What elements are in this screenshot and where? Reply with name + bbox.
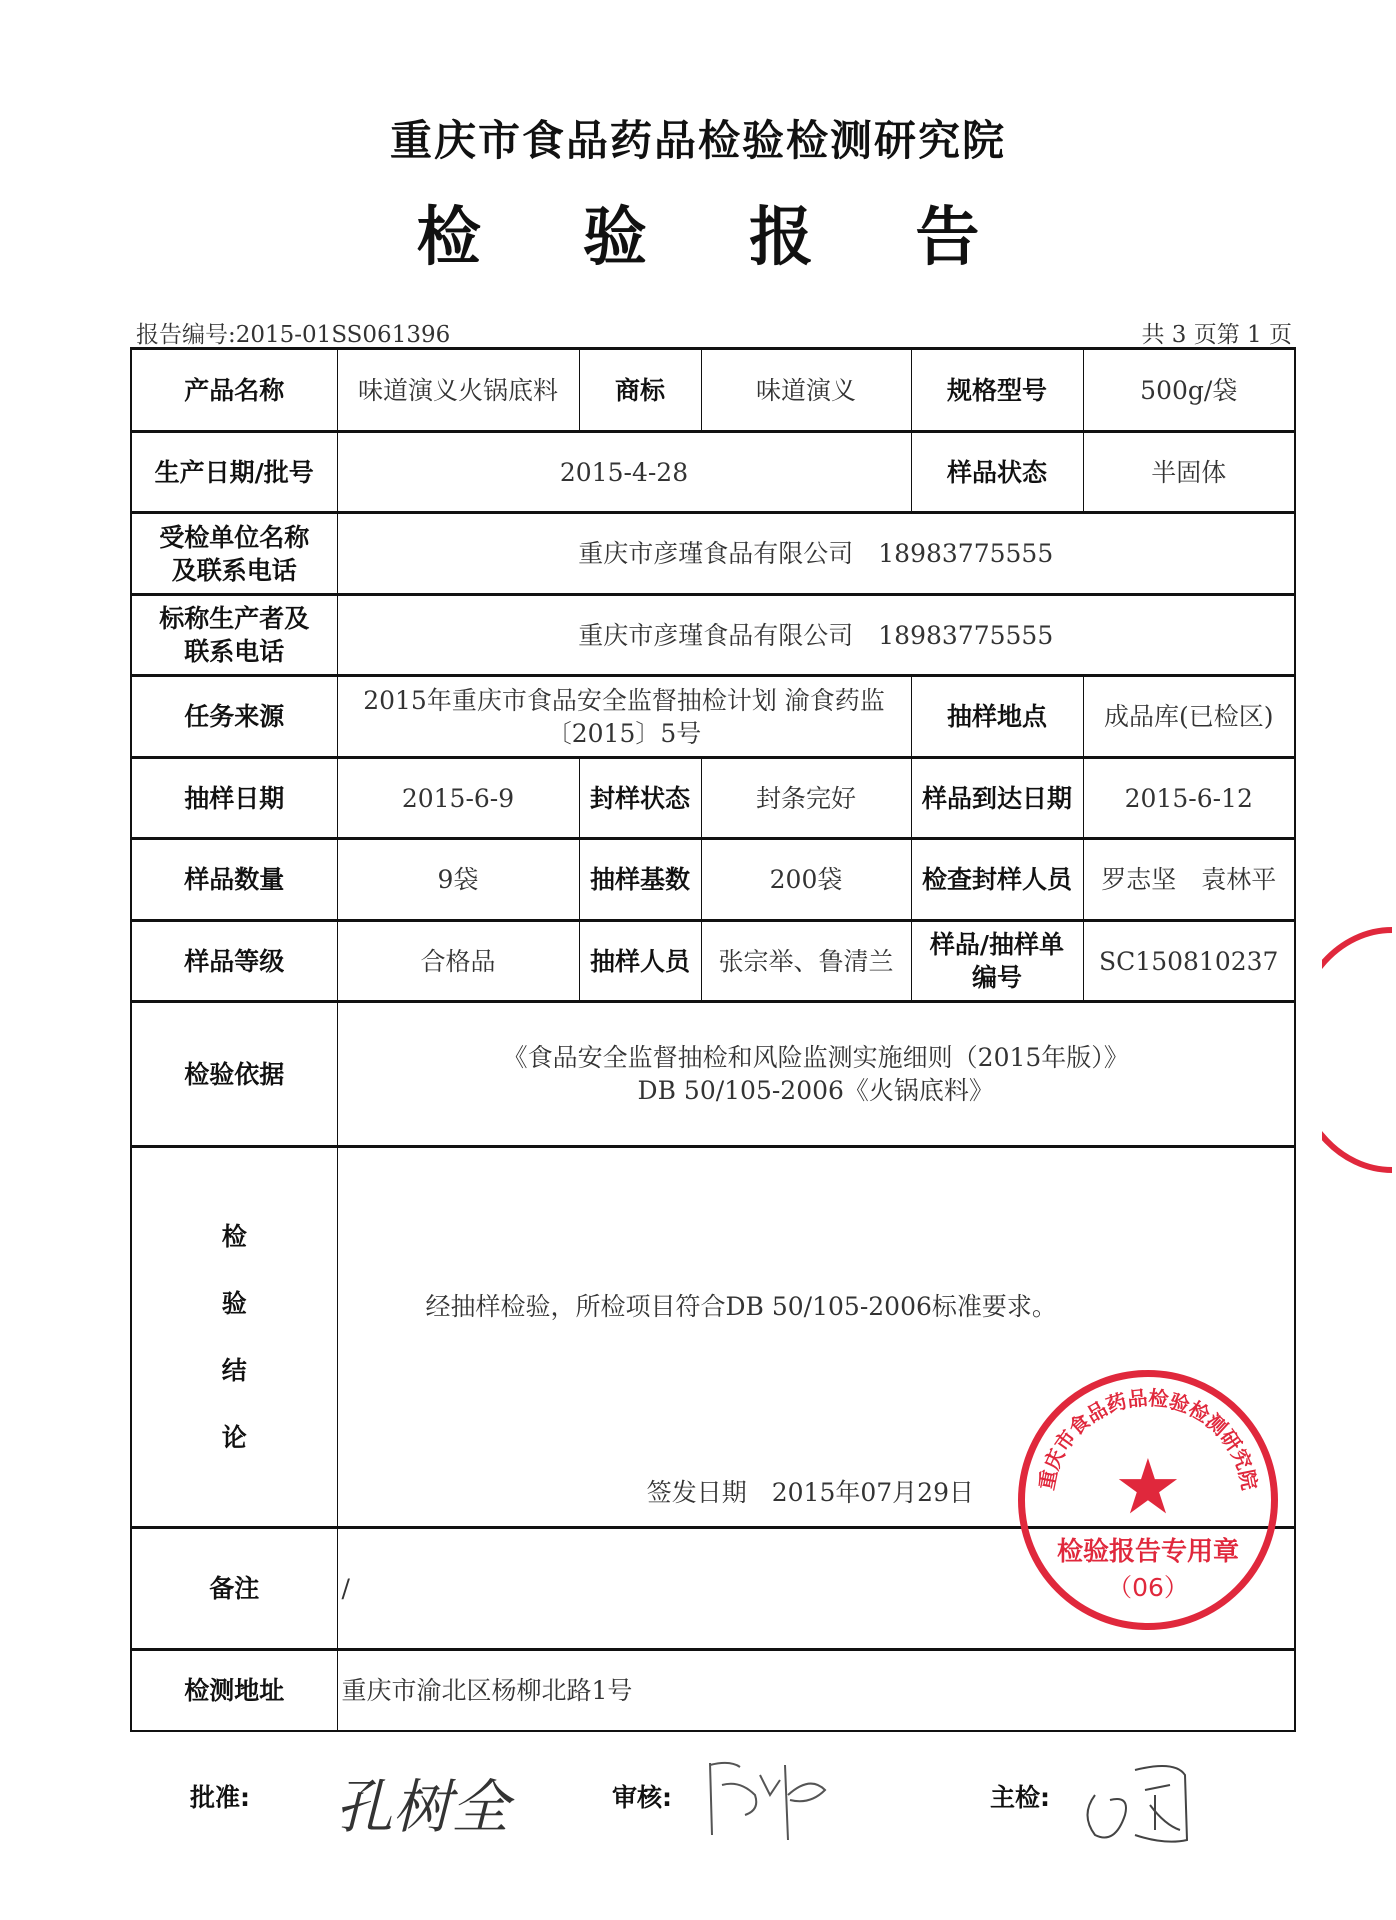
conclusion-char: 结 [221,1356,247,1385]
label-arrival-date: 样品到达日期 [911,758,1083,839]
label-producer: 标称生产者及联系电话 [131,595,337,676]
value-conclusion: 经抽样检验，所检项目符合DB 50/105-2006标准要求。 [425,1292,1057,1321]
table-row [131,1002,1295,1147]
value-sampling-base: 200袋 [701,839,911,921]
stamp-line-2: （06） [1107,1573,1189,1602]
value-arrival-date: 2015-6-12 [1083,758,1295,839]
label-quantity: 样品数量 [131,839,337,921]
table-row [131,1650,1295,1731]
table-row [131,676,1295,758]
label-sheet-number: 样品/抽样单编号 [911,921,1083,1002]
value-address: 重庆市渝北区杨柳北路1号 [337,1650,1295,1731]
label-sampling-base: 抽样基数 [579,839,701,921]
label-brand: 商标 [579,349,701,432]
label-product-name: 产品名称 [131,349,337,432]
label-samplers: 抽样人员 [579,921,701,1002]
value-remarks: / [337,1528,1295,1650]
report-number: 报告编号:2015-01SS061396 [136,322,451,348]
table-row [131,921,1295,1002]
chief-label: 主检: [990,1783,1050,1812]
chief-signature [1075,1755,1195,1850]
value-seal-state: 封条完好 [701,758,911,839]
svg-text:重庆市食品药品检验检测研究院: 重庆市食品药品检验检测研究院 [1034,1385,1262,1492]
value-inspected-unit: 重庆市彦瑾食品有限公司 18983775555 [337,513,1295,595]
review-signature [700,1755,840,1845]
value-grade: 合格品 [337,921,579,1002]
label-seal-state: 封样状态 [579,758,701,839]
conclusion-char: 检 [221,1222,247,1251]
value-producer: 重庆市彦瑾食品有限公司 18983775555 [337,595,1295,676]
value-spec: 500g/袋 [1083,349,1295,432]
label-remarks: 备注 [131,1528,337,1650]
issue-date: 签发日期 2015年07月29日 [646,1478,974,1507]
official-stamp [1018,1370,1278,1630]
label-sample-state: 样品状态 [911,432,1083,513]
value-production-date: 2015-4-28 [337,432,911,513]
label-basis: 检验依据 [131,1002,337,1147]
stamp-line-1: 检验报告专用章 [1056,1537,1239,1567]
label-seal-checker: 检查封样人员 [911,839,1083,921]
label-sampling-place: 抽样地点 [911,676,1083,758]
table-row [131,513,1295,595]
table-row [131,432,1295,513]
label-sampling-date: 抽样日期 [131,758,337,839]
value-samplers: 张宗举、鲁清兰 [701,921,911,1002]
value-sample-state: 半固体 [1083,432,1295,513]
basis-line-1: 《食品安全监督抽检和风险监测实施细则（2015年版）》 [502,1043,1129,1072]
page-count: 共 3 页第 1 页 [1141,322,1292,348]
value-basis [337,1002,1295,1147]
partial-stamp [1322,925,1394,1175]
value-sampling-date: 2015-6-9 [337,758,579,839]
value-sheet-number: SC150810237 [1083,921,1295,1002]
document-title: 检 验 报 告 [416,201,1020,275]
table-row [131,758,1295,839]
value-product-name: 味道演义火锅底料 [337,349,579,432]
conclusion-char: 验 [221,1289,247,1318]
value-sampling-place: 成品库(已检区) [1083,676,1295,758]
review-label: 审核: [612,1783,672,1812]
label-task-source: 任务来源 [131,676,337,758]
value-quantity: 9袋 [337,839,579,921]
label-spec: 规格型号 [911,349,1083,432]
table-row [131,839,1295,921]
basis-line-2: DB 50/105-2006《火锅底料》 [637,1076,994,1105]
table-row [131,349,1295,432]
label-inspected-unit: 受检单位名称及联系电话 [131,513,337,595]
approve-label: 批准: [190,1783,250,1812]
value-brand: 味道演义 [701,349,911,432]
label-address: 检测地址 [131,1650,337,1731]
label-conclusion [131,1147,337,1528]
approve-signature: 孔树全 [335,1773,510,1841]
label-grade: 样品等级 [131,921,337,1002]
conclusion-char: 论 [221,1423,247,1452]
label-production-date: 生产日期/批号 [131,432,337,513]
table-row [131,595,1295,676]
institute-name: 重庆市食品药品检验检测研究院 [389,116,1006,165]
star-icon: ★ [1113,1442,1183,1531]
value-seal-checker: 罗志坚 袁林平 [1083,839,1295,921]
value-task-source: 2015年重庆市食品安全监督抽检计划 渝食药监〔2015〕5号 [337,676,911,758]
